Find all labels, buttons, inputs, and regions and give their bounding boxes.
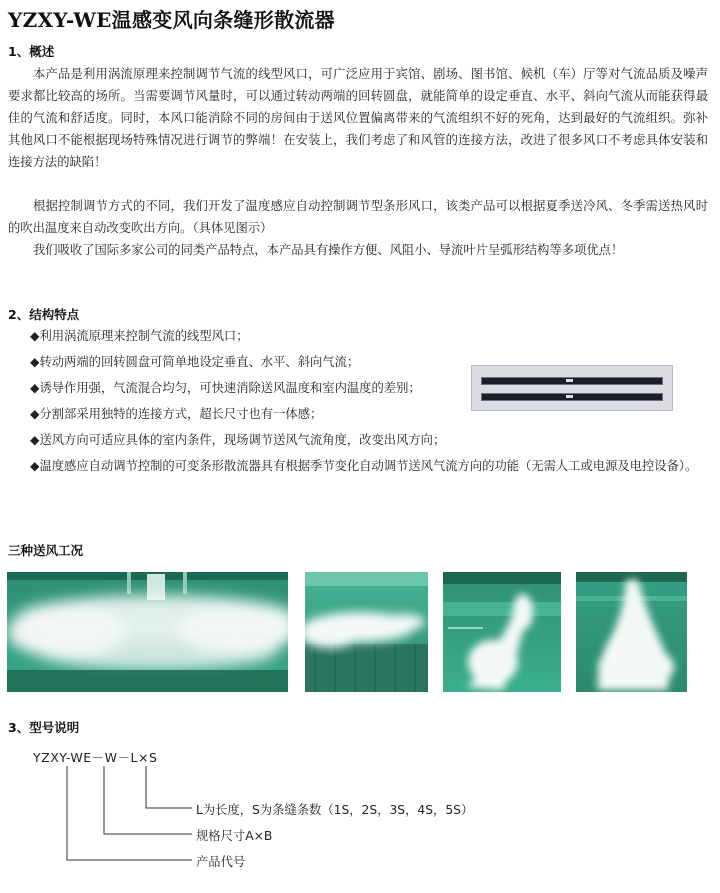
overview-heading: 1、概述 — [8, 44, 55, 59]
overview-paragraph-1: 本产品是利用涡流原理来控制调节气流的线型风口，可广泛应用于宾馆、剧场、图书馆、候机（车）厅等对气流品质及噪声要求都比较高的场所。当需要调节风量时，可以通过转动两端的回转圆盘，就能简单的设定垂直、水平、斜向气流从而能获得最佳的气流和舒适度。同时，本风口能消除不同的房间由于送风位置偏离带来的气流组织不好的死角，达到最好的气流组织。弥补其他风口不能根据现场特殊情况进行调节的弊端！在安装上，我们考虑了和风管的连接方法，改进了很多风口不考虑具体安装和连接方法的缺陷！ — [8, 67, 708, 169]
page-title: YZXY-WE温感变风向条缝形散流器 — [8, 8, 335, 32]
model-code: YZXY-WE－W－L×S — [33, 750, 158, 765]
feature-item: ◆转动两端的回转圆盘可简单地设定垂直、水平、斜向气流； — [30, 355, 360, 369]
feature-item: ◆分割部采用独特的连接方式，超长尺寸也有一体感； — [30, 407, 323, 421]
feature-item: ◆温度感应自动调节控制的可变条形散流器具有根据季节变化自动调节送风气流方向的功能（无需人工或电源及电控设备）。 — [30, 459, 698, 473]
overview-paragraph-3: 我们吸收了国际多家公司的同类产品特点，本产品具有操作方便、风阻小、导流叶片呈弧形结构等多项优点！ — [33, 243, 624, 257]
model-legend-size: 规格尺寸A×B — [196, 829, 273, 843]
features-heading: 2、结构特点 — [8, 307, 80, 322]
model-legend-length-slots: L为长度，S为条缝条数（1S，2S，3S，4S，5S） — [196, 803, 474, 817]
feature-item: ◆送风方向可适应具体的室内条件，现场调节送风气流角度，改变出风方向； — [30, 433, 446, 447]
feature-item: ◆诱导作用强，气流混合均匀，可快速消除送风温度和室内温度的差别； — [30, 381, 421, 395]
overview-paragraph-2: 根据控制调节方式的不同，我们开发了温度感应自动控制调节型条形风口，该类产品可以根据夏季送冷风、冬季需送热风时的吹出温度来自动改变吹出方向。（具体见图示） — [8, 199, 708, 235]
model-legend-product-code: 产品代号 — [196, 855, 246, 869]
airflow-heading: 三种送风工况 — [8, 543, 84, 558]
model-heading: 3、型号说明 — [8, 720, 80, 735]
feature-item: ◆利用涡流原理来控制气流的线型风口； — [30, 329, 249, 343]
